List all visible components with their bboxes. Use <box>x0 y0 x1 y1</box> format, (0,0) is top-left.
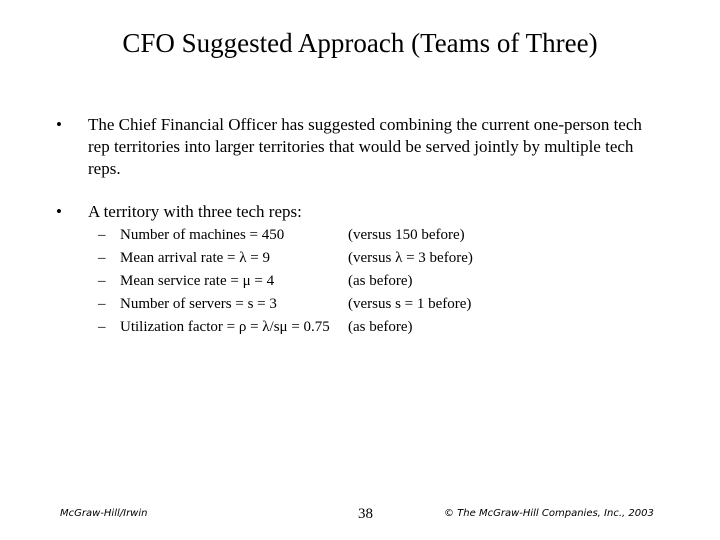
sub-list-item <box>98 293 618 316</box>
sub-list <box>98 224 618 339</box>
sub-item-note: (as before) <box>348 319 413 335</box>
sub-item-note: (versus s = 1 before) <box>348 296 472 312</box>
sub-list-item <box>98 316 618 339</box>
dash-symbol: – <box>98 296 106 312</box>
sub-item-text: Mean service rate = μ = 4 <box>120 273 275 289</box>
bullet-symbol: • <box>56 115 62 134</box>
sub-item-note: (versus 150 before) <box>348 227 465 243</box>
bullet-text: A territory with three tech reps: <box>88 202 302 221</box>
dash-symbol: – <box>98 273 106 289</box>
sub-list-item <box>98 247 618 270</box>
sub-item-text: Mean arrival rate = λ = 9 <box>120 250 270 266</box>
dash-symbol: – <box>98 319 106 335</box>
sub-item-note: (versus λ = 3 before) <box>348 250 473 266</box>
sub-item-text: Number of servers = s = 3 <box>120 296 277 312</box>
dash-symbol: – <box>98 227 106 243</box>
page-number: 38 <box>358 506 373 522</box>
slide-title: CFO Suggested Approach (Teams of Three) <box>122 28 598 58</box>
sub-item-text: Utilization factor = ρ = λ/sμ = 0.75 <box>120 319 330 335</box>
sub-list-item <box>98 224 618 247</box>
bullet-symbol: • <box>56 202 62 221</box>
footer-copyright: © The McGraw-Hill Companies, Inc., 2003 <box>444 508 654 519</box>
sub-item-note: (as before) <box>348 273 413 289</box>
dash-symbol: – <box>98 250 106 266</box>
sub-item-text: Number of machines = 450 <box>120 227 285 243</box>
footer-publisher: McGraw-Hill/Irwin <box>60 508 148 519</box>
sub-list-item <box>98 270 618 293</box>
bullet-text: The Chief Financial Officer has suggested combining the current one-person tech rep territories into larger territories that would be served jointly by multiple tech reps. <box>88 115 642 178</box>
